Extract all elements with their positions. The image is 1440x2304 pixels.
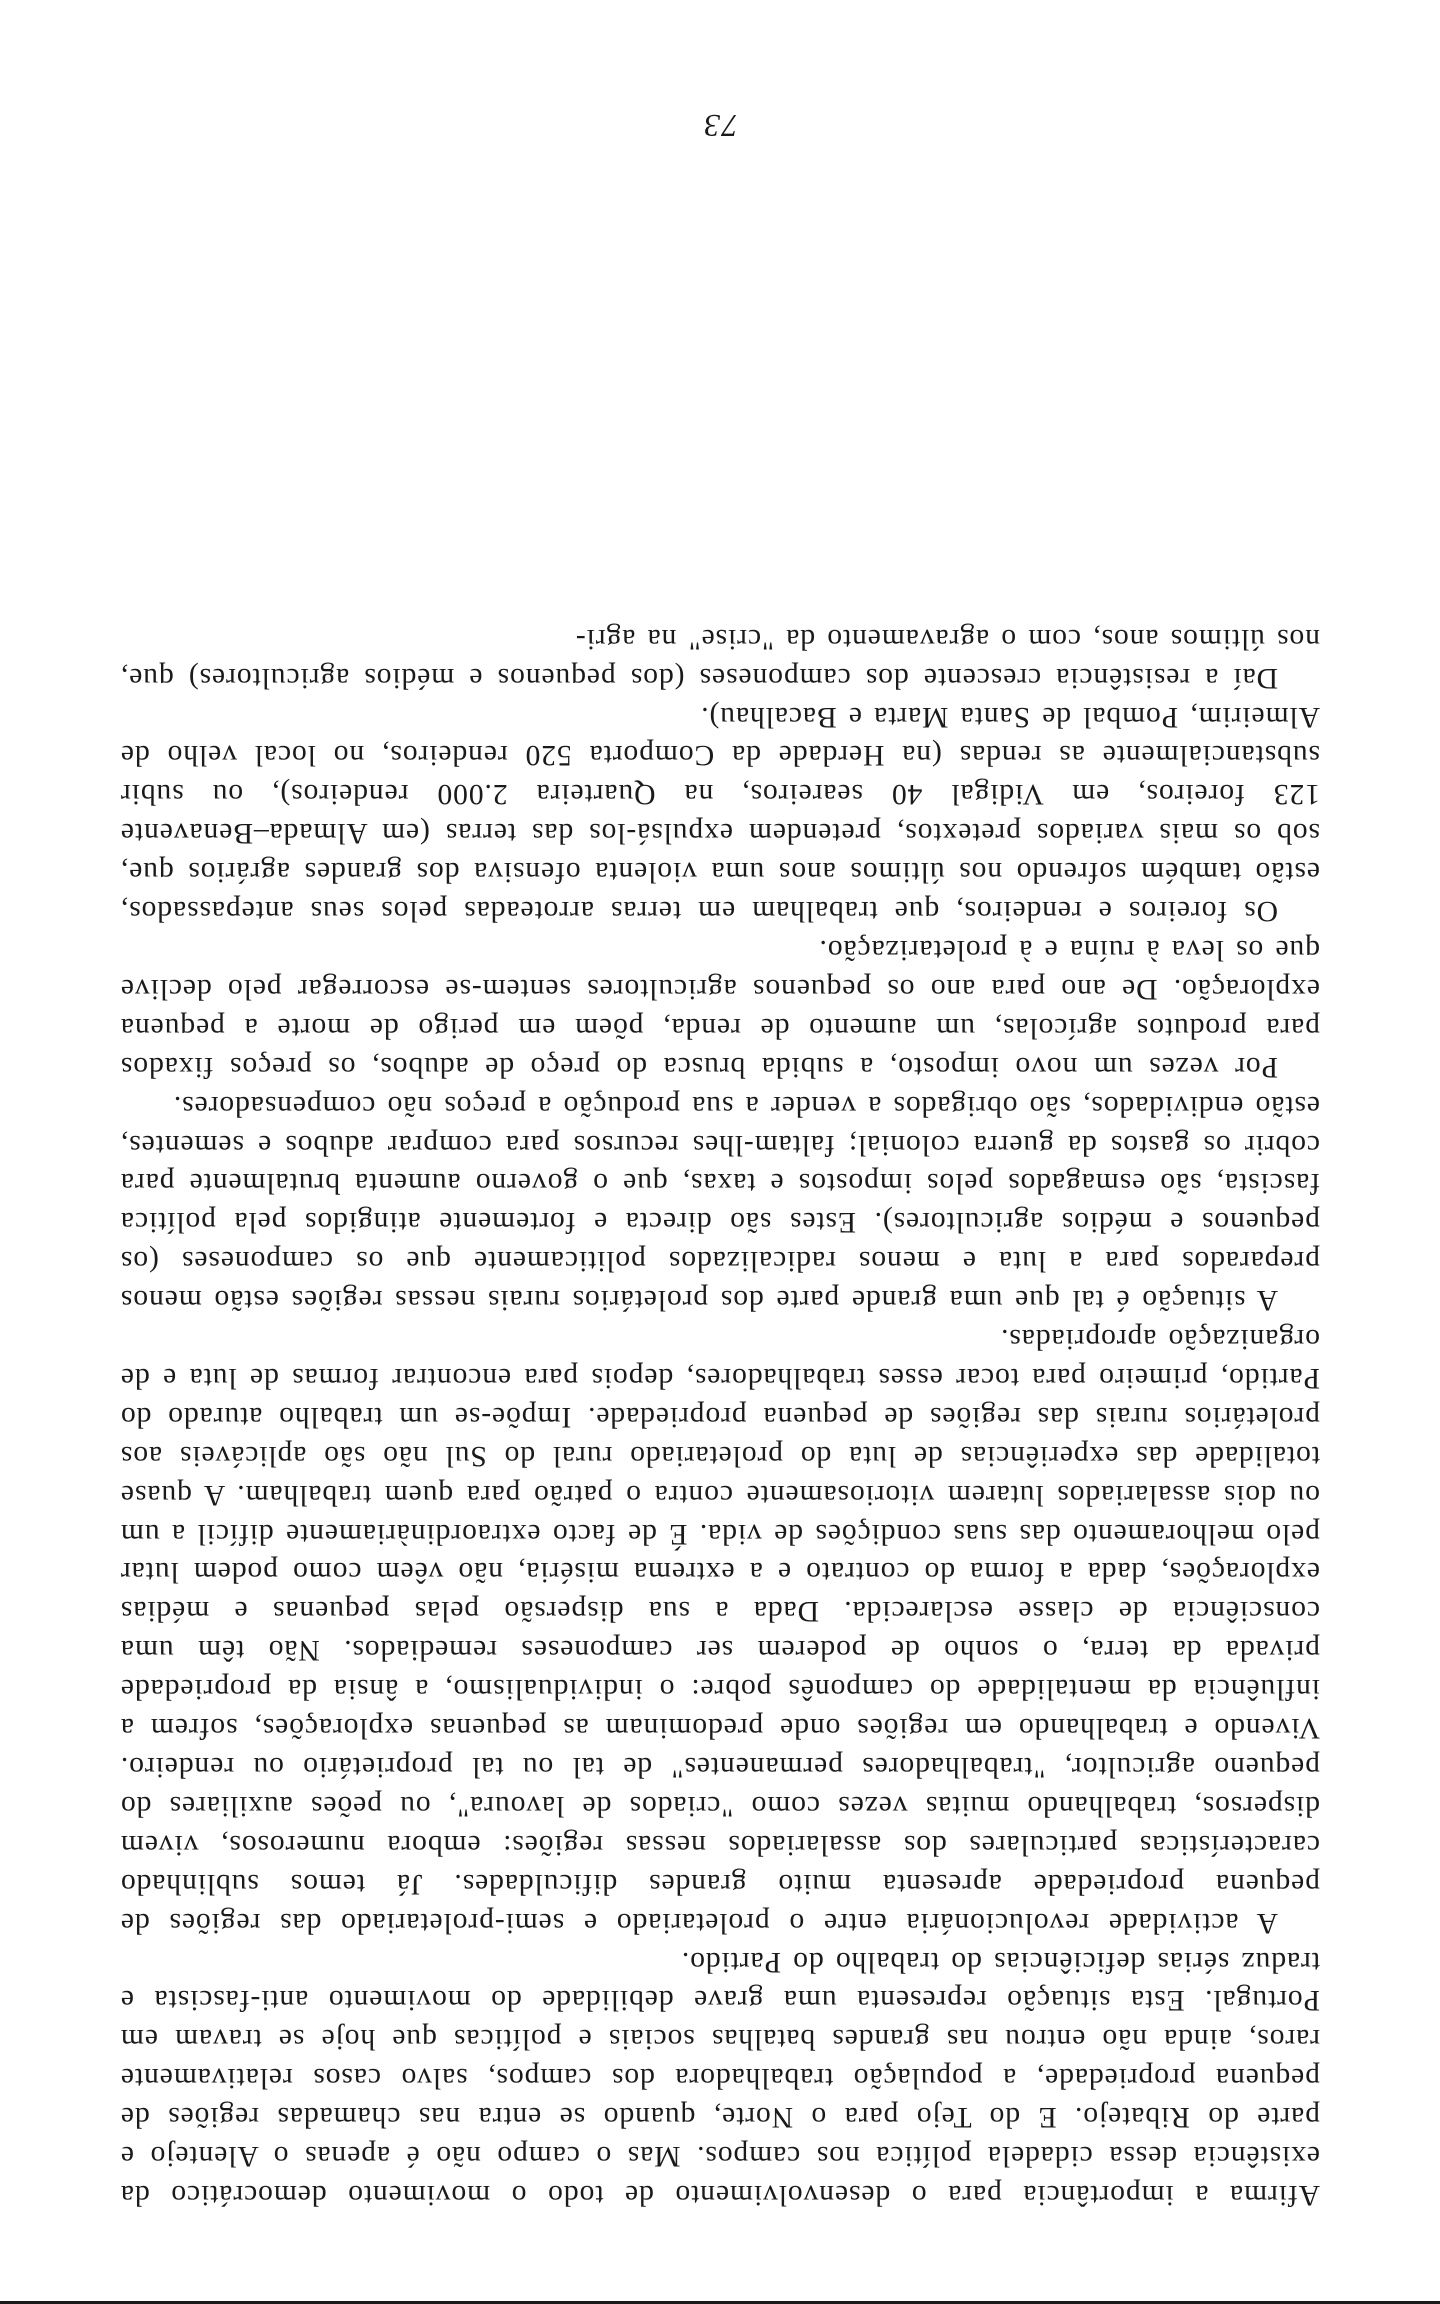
- paragraph-2: A actividade revolucionária entre o proletariado e semi-proletariado das regiões de pequena propriedade apresenta muito grandes dificuldades. Já temos sublinhado características particulares dos assalariados nessas regiões: embora numerosos, vivem dispersos, trabalhando muitas vezes como "criados de lavoura", ou peões auxiliares do pequeno agricultor, "trabalhadores permanentes" de tal ou tal proprietário ou rendeiro. Vivendo e trabalhando em regiões onde predominam as pequenas explorações, sofrem a influência da mentalidade do camponês pobre: o individualismo, a ânsia da propriedade privada da terra, o sonho de poderem ser camponeses remediados. Não têm uma consciência de classe esclarecida. Dada a sua dispersão pelas pequenas e médias explorações, dada a forma do contrato e a extrema miséria, não vêem como podem lutar pelo melhoramento das suas condições de vida. É de facto extraordinàriamente difícil a um ou dois assalariados lutarem vitoriosamente contra o patrão para quem trabalham. A quase totalidade das experiências de luta do proletariado rural do Sul não são aplicáveis aos proletários rurais das regiões de pequena propriedade. Impõe-se um trabalho aturado do Partido, primeiro para tocar esses trabalhadores, depois para encontrar formas de luta e de organização apropriadas.: [120, 1323, 1320, 1939]
- paragraph-3: A situação é tal que uma grande parte dos proletários rurais nessas regiões estão menos preparados para a luta e menos radicalizados politicamente que os camponeses (os pequenos e médios agricultores). Estes são directa e fortemente atingidos pela política fascista, são esmagados pelos impostos e taxas, que o governo aumenta brutalmente para cobrir os gastos da guerra colonial; faltam-lhes recursos para comprar adubos e sementes, estão endividados, são obrigados a vender a sua produção a preços não compensadores.: [120, 1089, 1320, 1317]
- paragraph-4: Por vezes um novo imposto, a subida brusca do preço de adubos, os preços fixados para produtos agrícolas, um aumento de renda, põem em perigo de morte a pequena exploração. De ano para ano os pequenos agricultores sentem-se escorregar pelo declive que os leva à ruína e à proletarização.: [120, 934, 1320, 1083]
- paragraph-6: Daí a resistência crescente dos camponeses (dos pequenos e médios agricultores) que, nos últimos anos, com o agravamento da "crise" na agri-: [120, 622, 1320, 694]
- page-number: 73: [702, 108, 738, 144]
- body-text: [120, 619, 1320, 2214]
- paragraph-1: Afirma a importância para o desenvolvimento de todo o movimento democrático da existência dessa cidadela política nos campos. Mas o campo não é apenas o Alentejo e parte do Ribatejo. E do Tejo para o Norte, quando se entra nas chamadas regiões de pequena propriedade, a população trabalhadora dos campos, salvo casos relativamente raros, ainda não entrou nas grandes batalhas sociais e políticas que hoje se travam em Portugal. Esta situação representa uma grave debilidade do movimento anti-fascista e traduz sérias deficiências do trabalho do Partido.: [120, 1945, 1320, 2211]
- paragraph-5: Os foreiros e rendeiros, que trabalham em terras arroteadas pelos seus antepassados, estão também sofrendo nos últimos anos uma violenta ofensiva dos grandes agrários que, sob os mais variados pretextos, pretendem expulsá-los das terras (em Almada–Benavente 123 foreiros, em Vidigal 40 seareiros, na Quarteira 2.000 rendeiros), ou subir substancialmente as rendas (na Herdade da Comporta 520 rendeiros, no local velho de Almeirim, Pombal de Santa Marta e Bacalhau).: [120, 700, 1320, 928]
